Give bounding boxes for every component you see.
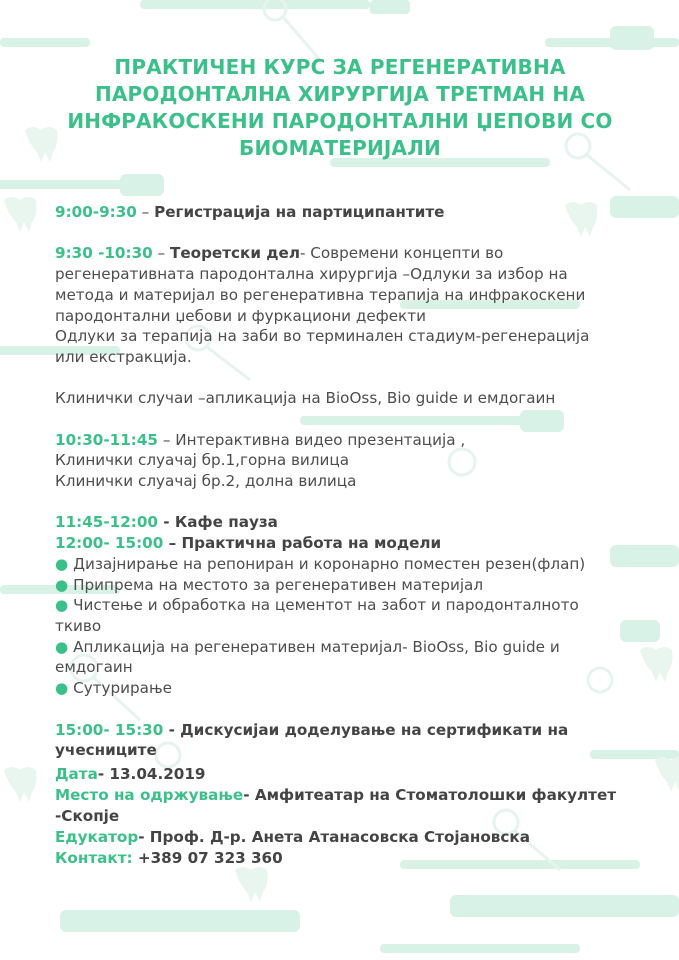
session-practical <box>55 533 640 554</box>
program-schedule <box>55 202 640 761</box>
list-item-text: Припрема на местото за регенеративен материјал <box>68 575 484 594</box>
session-text: – Интерактивна видео презентација , <box>158 430 466 449</box>
session-text: пародонтални џебови и фуркациони дефекти <box>55 306 426 325</box>
title-line: ИНФРАКОСКЕНИ ПАРОДОНТАЛНИ ЏЕПОВИ СО <box>67 109 613 133</box>
bullet-icon: ● <box>55 637 69 656</box>
session-text: Клинички слуачај бр.2, долна вилица <box>55 472 357 491</box>
session-title: Регистрација на партиципантите <box>154 203 445 221</box>
list-item <box>55 637 640 658</box>
bullet-icon: ● <box>55 554 69 573</box>
date-label: Дата <box>55 765 98 783</box>
contact-value: +389 07 323 360 <box>132 849 283 867</box>
place-row <box>55 785 655 806</box>
list-item-text: емдогаин <box>55 658 133 677</box>
session-discussion <box>55 720 640 741</box>
title-line: БИОМАТЕРИЈАЛИ <box>239 136 441 160</box>
page-title <box>40 54 640 162</box>
date-value: - 13.04.2019 <box>97 765 206 783</box>
session-text: Клинички слуачај бр.1,горна вилица <box>55 451 350 470</box>
session-registration <box>55 202 640 223</box>
session-title: учесниците <box>55 741 157 760</box>
session-theory <box>55 243 640 264</box>
educator-row <box>55 827 655 848</box>
educator-value: - Проф. Д-р. Анета Атанасовска Стојановска <box>138 828 530 846</box>
session-text: или екстракција. <box>55 347 192 366</box>
session-time: 11:45-12:00 <box>55 513 158 532</box>
session-title: – Практична работа на модели <box>163 534 442 553</box>
session-title: - Дискусијаи доделување на сертификати на <box>163 720 569 739</box>
place-label: Место на одржување <box>55 786 244 804</box>
session-text: - Современи концепти во <box>299 244 504 263</box>
date-row <box>55 764 655 785</box>
list-item-text: Апликација на регенеративен материјал- BioOss, Bio guide и <box>68 637 560 656</box>
list-item-text: Сутурирање <box>68 679 172 698</box>
session-text: Клинички случаи –апликација на BioOss, Bio guide и емдогаин <box>55 389 556 408</box>
event-info <box>55 764 655 869</box>
session-dash: – <box>136 203 155 221</box>
list-item <box>55 595 640 616</box>
list-item <box>55 554 640 575</box>
session-time: 15:00- 15:30 <box>55 720 164 739</box>
session-time: 10:30-11:45 <box>55 430 158 449</box>
session-time: 9:00-9:30 <box>55 203 137 221</box>
title-line: ПАРОДОНТАЛНА ХИРУРГИЈА ТРЕТМАН НА <box>94 82 586 106</box>
title-line: ПРАКТИЧЕН КУРС ЗА РЕГЕНЕРАТИВНА <box>114 55 566 79</box>
place-value-continued: -Скопје <box>55 807 120 825</box>
contact-row <box>55 848 655 869</box>
bullet-icon: ● <box>55 596 69 615</box>
bullet-icon: ● <box>55 679 69 698</box>
session-coffee <box>55 512 640 533</box>
list-item <box>55 575 640 596</box>
bullet-icon: ● <box>55 575 69 594</box>
session-time: 12:00- 15:00 <box>55 534 164 553</box>
list-item-text: Чистење и обработка на цементот на забот и пародонталното <box>68 596 579 615</box>
list-item <box>55 678 640 699</box>
session-text: регенеративната пародонтална хирургија –Одлуки за избор на <box>55 265 568 284</box>
session-title: - Кафе пауза <box>158 513 278 532</box>
session-time: 9:30 -10:30 <box>55 244 153 263</box>
place-value: - Амфитеатар на Стоматолошки факултет <box>243 786 617 804</box>
educator-label: Едукатор <box>55 828 139 846</box>
session-text: Одлуки за терапија на заби во терминален стадиум-регенерација <box>55 327 590 346</box>
session-title: Теоретски дел <box>169 244 300 263</box>
contact-label: Контакт: <box>55 849 133 867</box>
session-video <box>55 430 640 451</box>
session-text: метода и материјал во регенеративна терапија на инфракоскени <box>55 285 586 304</box>
session-dash: – <box>152 244 170 263</box>
list-item-text: ткиво <box>55 617 102 635</box>
list-item-text: Дизајнирање на репониран и коронарно поместен резен(флап) <box>68 554 586 573</box>
